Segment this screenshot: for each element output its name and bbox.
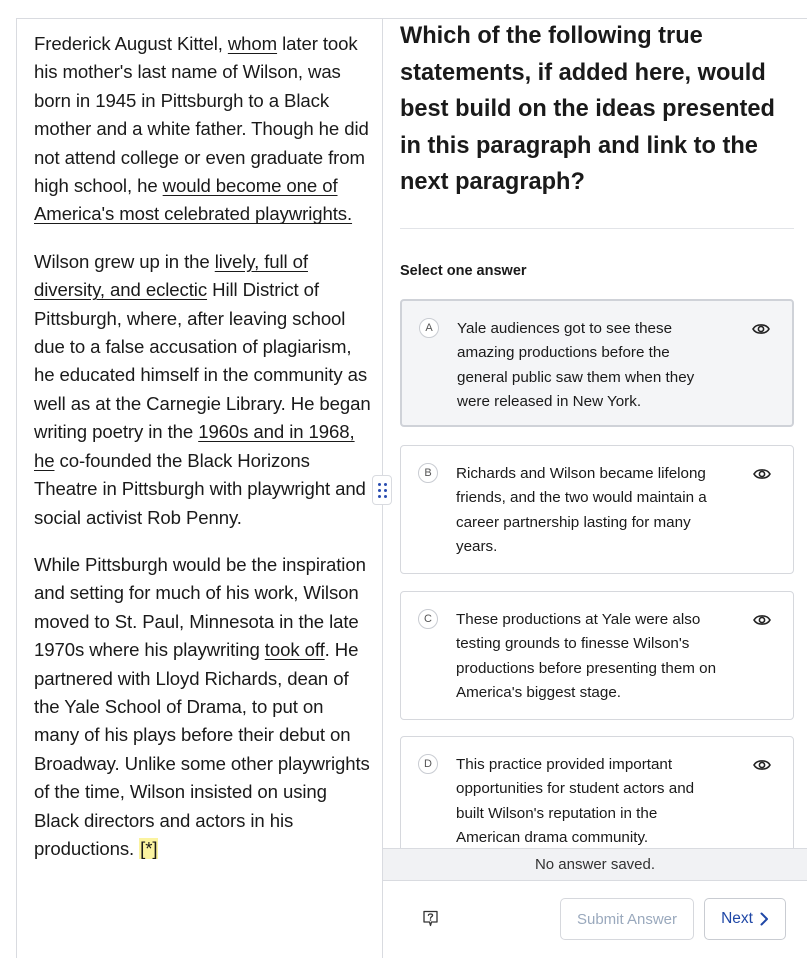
insertion-marker: [*]	[140, 837, 158, 859]
eye-icon[interactable]	[753, 467, 771, 481]
answer-status-text: No answer saved.	[534, 856, 656, 873]
passage-paragraph-2	[34, 248, 372, 532]
passage-panel	[16, 18, 383, 958]
eye-icon[interactable]	[753, 758, 771, 772]
chevron-right-icon	[760, 912, 769, 926]
choice-text: This practice provided important opportunities for student actors and built Wilson's reputation in the American drama community.	[456, 756, 695, 846]
choice-text: These productions at Yale were also testing grounds to finesse Wilson's productions before presenting them on America's biggest stage.	[456, 611, 717, 701]
eye-icon[interactable]	[753, 613, 771, 627]
passage-text: later took his mother's last name of Wilson, was born in 1945 in Pittsburgh to a Black mother and a white father. Though he did not attend college or even graduate from high school, he	[34, 33, 369, 197]
passage-paragraph-1	[34, 30, 372, 229]
next-button-label: Next	[721, 910, 753, 927]
choice-text: Richards and Wilson became lifelong friends, and the two would maintain a career partnership lasting for many years.	[456, 465, 707, 555]
passage-text: Hill District of Pittsburgh, where, after leaving school due to a false accusation of plagiarism, he educated himself in the community as well as at the Carnegie Library. He began writing poetry in the	[34, 279, 371, 443]
passage-paragraph-3	[34, 551, 372, 863]
passage-text: Wilson grew up in the	[34, 250, 215, 272]
answer-choice-a[interactable]	[400, 299, 794, 427]
question-stem: Which of the following true statements, if added here, would best build on the ideas presented in this paragraph and link to the next paragraph?	[400, 23, 775, 195]
help-icon[interactable]	[422, 910, 439, 927]
underlined-text: whom	[227, 33, 278, 54]
eye-icon[interactable]	[752, 322, 770, 336]
next-button[interactable]	[704, 898, 786, 940]
choice-text: Yale audiences got to see these amazing productions before the general public saw them when they were released in New York.	[457, 320, 695, 410]
answer-choice-d[interactable]	[400, 736, 794, 848]
underlined-text: would become one of America's most celebrated playwrights.	[34, 175, 353, 225]
answer-choice-b[interactable]	[400, 445, 794, 574]
answer-choice-c[interactable]	[400, 591, 794, 720]
passage-text: co-founded the Black Horizons Theatre in Pittsburgh with playwright and social activist Rob Penny.	[34, 449, 366, 528]
passage-text: Frederick August Kittel,	[34, 33, 228, 54]
question-panel	[383, 18, 807, 848]
underlined-text: took off	[264, 639, 325, 661]
choice-letter-badge: D	[418, 754, 438, 774]
choice-letter-badge: A	[419, 318, 439, 338]
select-one-label: Select one answer	[400, 263, 527, 279]
choice-letter-badge: C	[418, 609, 438, 629]
divider	[400, 228, 794, 229]
underlined-text: 1960s and in 1968, he	[34, 421, 355, 471]
underlined-text: lively, full of diversity, and eclectic	[34, 250, 308, 301]
answer-status-bar	[383, 848, 807, 881]
passage-text: . He partnered with Lloyd Richards, dean of the Yale School of Drama, to put on many of his plays before their debut on Broadway. Unlike some other playwrights of the time, Wilson insisted on using Black directors and actors in his productions.	[34, 639, 370, 859]
passage-text: While Pittsburgh would be the inspiration and setting for much of his work, Wilson moved to St. Paul, Minnesota in the late 1970s where his playwriting	[34, 553, 366, 661]
choice-letter-badge: B	[418, 463, 438, 483]
submit-answer-button[interactable]: Submit Answer	[560, 898, 694, 940]
